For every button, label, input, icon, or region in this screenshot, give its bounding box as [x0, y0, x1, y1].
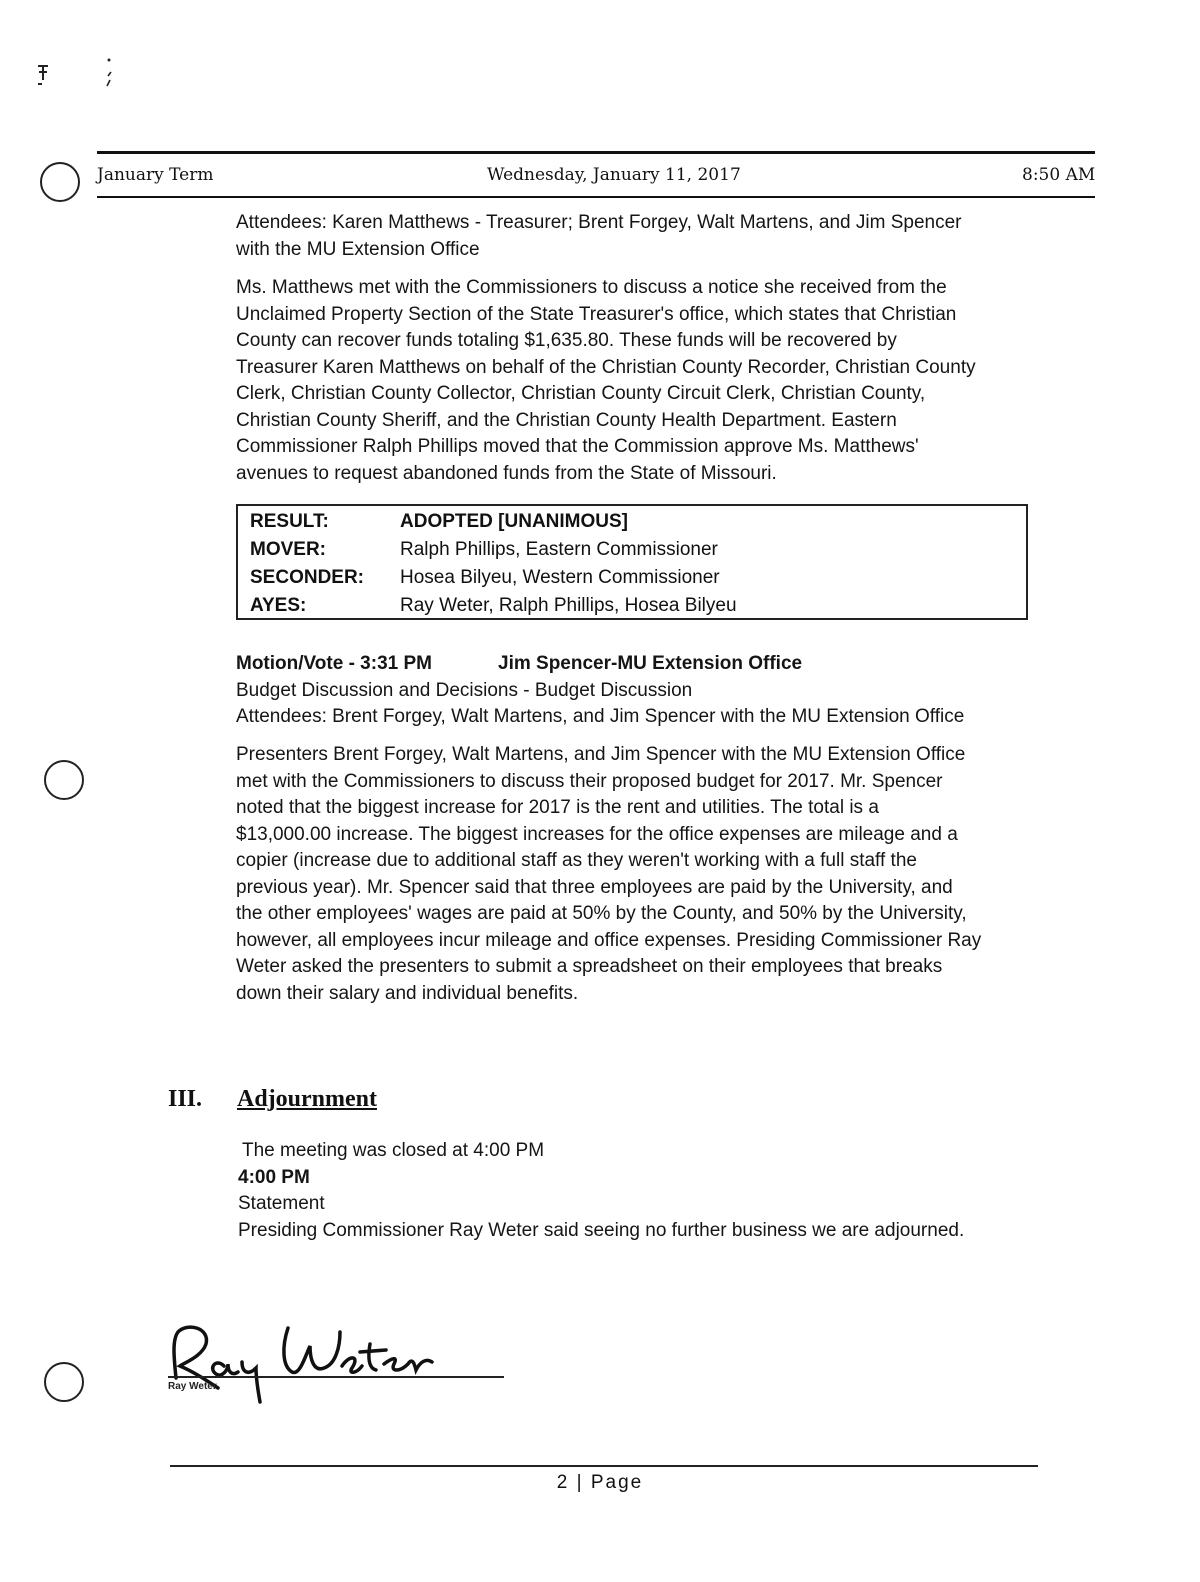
budget-line: Budget Discussion and Decisions - Budget Discussion	[236, 679, 693, 701]
page-number: 2 | Page	[556, 1472, 644, 1493]
statement-text: Presiding Commissioner Ray Weter said seeing no further business we are adjourned.	[238, 1219, 965, 1241]
paragraph-line: down their salary and individual benefits.	[236, 982, 579, 1004]
paragraph-line: the other employees' wages are paid at 50% by the County, and 50% by the University,	[236, 903, 967, 924]
motion-heading-row	[236, 651, 1036, 678]
mover-value: Ralph Phillips, Eastern Commissioner	[400, 539, 718, 560]
ayes-value: Ray Weter, Ralph Phillips, Hosea Bilyeu	[400, 595, 737, 616]
paragraph-line: County can recover funds totaling $1,635.80. These funds will be recovered by	[236, 330, 897, 351]
closed-line: The meeting was closed at 4:00 PM	[242, 1140, 545, 1161]
result-value: ADOPTED [UNANIMOUS]	[400, 511, 628, 532]
mover-label: MOVER:	[250, 539, 326, 560]
paragraph-line: Unclaimed Property Section of the State Treasurer's office, which states that Christian	[236, 303, 957, 325]
paragraph-line: met with the Commissioners to discuss their proposed budget for 2017. Mr. Spencer	[236, 770, 943, 792]
paragraph-line: previous year). Mr. Spencer said that three employees are paid by the University, and	[236, 876, 953, 898]
paragraph-line: Presenters Brent Forgey, Walt Martens, and Jim Spencer with the MU Extension Office	[236, 744, 966, 765]
header-time: 8:50 AM	[1022, 165, 1096, 185]
paragraph-line: copier (increase due to additional staff as they weren't working with a full staff the	[236, 850, 917, 871]
footer-rule	[170, 1465, 1038, 1467]
paragraph-line: noted that the biggest increase for 2017 is the rent and utilities. The total is a	[236, 797, 879, 818]
attendees-block-1	[236, 210, 1036, 263]
vote-result-box	[236, 504, 1028, 620]
attendees-line-2: with the MU Extension Office	[236, 238, 480, 260]
paragraph-line: however, all employees incur mileage and office expenses. Presiding Commissioner Ray	[236, 929, 982, 951]
paragraph-line: Weter asked the presenters to submit a spreadsheet on their employees that breaks	[236, 956, 943, 977]
attendees-line-1: Attendees: Karen Matthews - Treasurer; Brent Forgey, Walt Martens, and Jim Spencer	[236, 212, 962, 233]
paragraph-line: Clerk, Christian County Collector, Christian County Circuit Clerk, Christian County,	[236, 383, 926, 404]
section-title-adjournment: Adjournment	[237, 1086, 378, 1112]
result-label: RESULT:	[250, 511, 329, 532]
signature-line	[168, 1376, 504, 1378]
motion-heading-block	[236, 651, 1036, 731]
seconder-value: Hosea Bilyeu, Western Commissioner	[400, 567, 720, 588]
punch-hole-middle	[44, 760, 84, 800]
adjournment-block	[238, 1138, 1038, 1244]
paragraph-line: Treasurer Karen Matthews on behalf of the Christian County Recorder, Christian County	[236, 356, 976, 378]
motion-heading: Motion/Vote - 3:31 PM	[236, 653, 432, 674]
scan-mark	[36, 62, 50, 88]
paragraph-line: Ms. Matthews met with the Commissioners to discuss a notice she received from the	[236, 277, 947, 298]
statement-label: Statement	[238, 1193, 325, 1214]
motion-subject: Jim Spencer-MU Extension Office	[498, 653, 803, 674]
punch-hole-bottom	[44, 1362, 84, 1402]
budget-paragraph	[236, 742, 1046, 1007]
paragraph-line: $13,000.00 increase. The biggest increases for the office expenses are mileage and a	[236, 823, 958, 845]
adjournment-time: 4:00 PM	[238, 1166, 310, 1188]
paragraph-line: Commissioner Ralph Phillips moved that the Commission approve Ms. Matthews'	[236, 436, 919, 457]
header-rule-top	[97, 151, 1095, 154]
ayes-label: AYES:	[250, 595, 307, 616]
paragraph-line: Christian County Sheriff, and the Christian County Health Department. Eastern	[236, 409, 897, 431]
scan-mark	[102, 56, 116, 90]
punch-hole-top	[40, 162, 80, 202]
attendees-line-3: Attendees: Brent Forgey, Walt Martens, and Jim Spencer with the MU Extension Office	[236, 706, 965, 727]
paragraph-line: avenues to request abandoned funds from the State of Missouri.	[236, 462, 777, 484]
signer-printed-name: Ray Weter	[168, 1381, 217, 1392]
header-term: January Term	[97, 165, 214, 185]
header-date: Wednesday, January 11, 2017	[487, 165, 741, 185]
header-rule-bottom	[97, 196, 1095, 198]
treasurer-paragraph	[236, 275, 1046, 487]
seconder-label: SECONDER:	[250, 567, 365, 588]
section-number: III.	[168, 1086, 203, 1112]
